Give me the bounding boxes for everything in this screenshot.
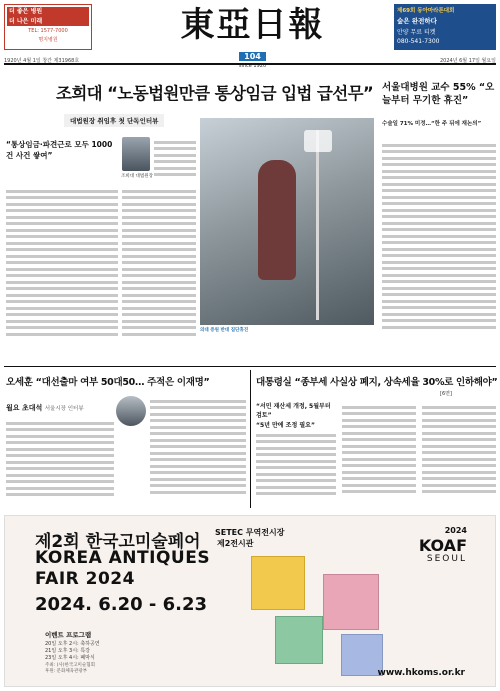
ad-program-label: 이벤트 프로그램	[45, 631, 92, 639]
column-head	[6, 403, 84, 413]
portrait-photo	[122, 137, 150, 171]
photo-caption-label: 의대 증원 반대 집단휴진	[200, 328, 249, 333]
ad-left-phone: TEL: 1577-7000	[28, 28, 68, 34]
antiques-fair-ad[interactable]	[4, 515, 496, 687]
column-sub: 서울시장 인터뷰	[44, 406, 84, 412]
second-body-col2	[150, 396, 246, 508]
lead-headline[interactable]: 조희대 “노동법원만큼 통상임금 입법 급선무”	[56, 84, 374, 103]
iv-pole	[316, 130, 319, 320]
iv-bag	[304, 130, 332, 152]
ad-dates: 2024. 6.20 - 6.23	[35, 594, 208, 615]
ad-venue2: 제2전시관	[217, 539, 254, 548]
ad-right-phone: 080-541-7300	[397, 38, 440, 46]
photo-caption	[200, 328, 374, 334]
ad-right-marathon[interactable]	[394, 4, 496, 50]
ad-koaf-name: KOAF	[418, 536, 467, 555]
second-body-col1	[6, 418, 114, 508]
ad-title-english1: KOREA ANTIQUES	[35, 548, 211, 568]
ad-right-sub: 안양 무료 티켓	[397, 29, 436, 37]
person-figure	[258, 160, 296, 280]
third-headline[interactable]: 대통령실 “종부세 사실상 폐지, 상속세율 30%로 인하해야”	[256, 377, 498, 388]
ad-url-link[interactable]: www.hkoms.or.kr	[377, 668, 465, 678]
lead-subhead: “통상임금·파견근로 모두 1000건 사건 쌓여”	[6, 140, 113, 160]
ad-program2: 21일 오후 3시: 특강	[45, 648, 90, 654]
ad-title-korean: 제2회 한국고미술페어	[35, 532, 201, 552]
portrait-caption: 조희대 대법원장	[121, 174, 153, 179]
lead-kicker: 대법원장 취임후 첫 단독인터뷰	[64, 114, 164, 127]
third-body-col1	[256, 430, 336, 508]
ad-left-text1: 더 좋은 병원	[7, 7, 89, 17]
third-quote: “서민 재산세 개정, 5월부터 검토” “5년 만에 조정 필요”	[256, 403, 331, 429]
since-label: since 1920	[238, 63, 267, 69]
third-body-col3	[422, 402, 496, 508]
ad-right-slogan: 숲은 완전하다	[397, 17, 437, 25]
lead-body-col3	[122, 186, 196, 356]
ad-cube-pink	[323, 574, 379, 630]
ad-left-logo: 명지병원	[38, 37, 58, 43]
ad-right-title: 제69회 동아마라톤대회	[397, 8, 455, 14]
dateline-issue: 1920년 4월 1일 창간 제31968호	[4, 58, 80, 64]
lead-photo[interactable]	[200, 118, 374, 325]
ad-left-text2: 더 나은 미래	[7, 17, 89, 27]
ad-organizer: 주최: (사)한국고미술협회 후원: 문화체육관광부	[45, 663, 95, 674]
anniversary-number: 104	[239, 52, 266, 61]
right-body	[382, 140, 496, 355]
column-divider	[250, 370, 251, 508]
ad-title-english2: FAIR 2024	[35, 569, 135, 589]
column-title: 월요 초대석	[6, 404, 43, 412]
ad-cube-yellow	[251, 556, 305, 610]
ad-venue1: SETEC 무역전시장	[215, 528, 285, 537]
newspaper-title: 東亞日報	[180, 5, 325, 45]
section-divider	[4, 366, 496, 367]
lead-body-col2	[154, 137, 196, 187]
ad-program1: 20일 오후 2시: 축하공연	[45, 641, 100, 647]
right-subhead: 수술일 71% 미정…“한 주 뒤에 재논의”	[382, 121, 482, 127]
dateline-date: 2024년 6월 17일 월요일	[439, 58, 496, 64]
dateline	[4, 57, 496, 65]
ad-koaf-city: SEOUL	[426, 554, 467, 564]
third-byline: [6면]	[440, 391, 452, 397]
right-headline[interactable]: 서울대병원 교수 55% “오늘부터 무기한 휴진”	[382, 82, 495, 106]
column-portrait	[116, 396, 146, 426]
third-body-col2	[342, 402, 416, 508]
ad-left-hospital[interactable]	[4, 4, 92, 50]
lead-body-col1	[6, 186, 118, 356]
ad-koaf-year: 2024	[444, 526, 467, 535]
second-headline[interactable]: 오세훈 “대선출마 여부 50대50… 주적은 이재명”	[6, 377, 210, 388]
ad-program3: 23일 오후 4시: 폐막식	[45, 655, 95, 661]
ad-cube-green	[275, 616, 323, 664]
